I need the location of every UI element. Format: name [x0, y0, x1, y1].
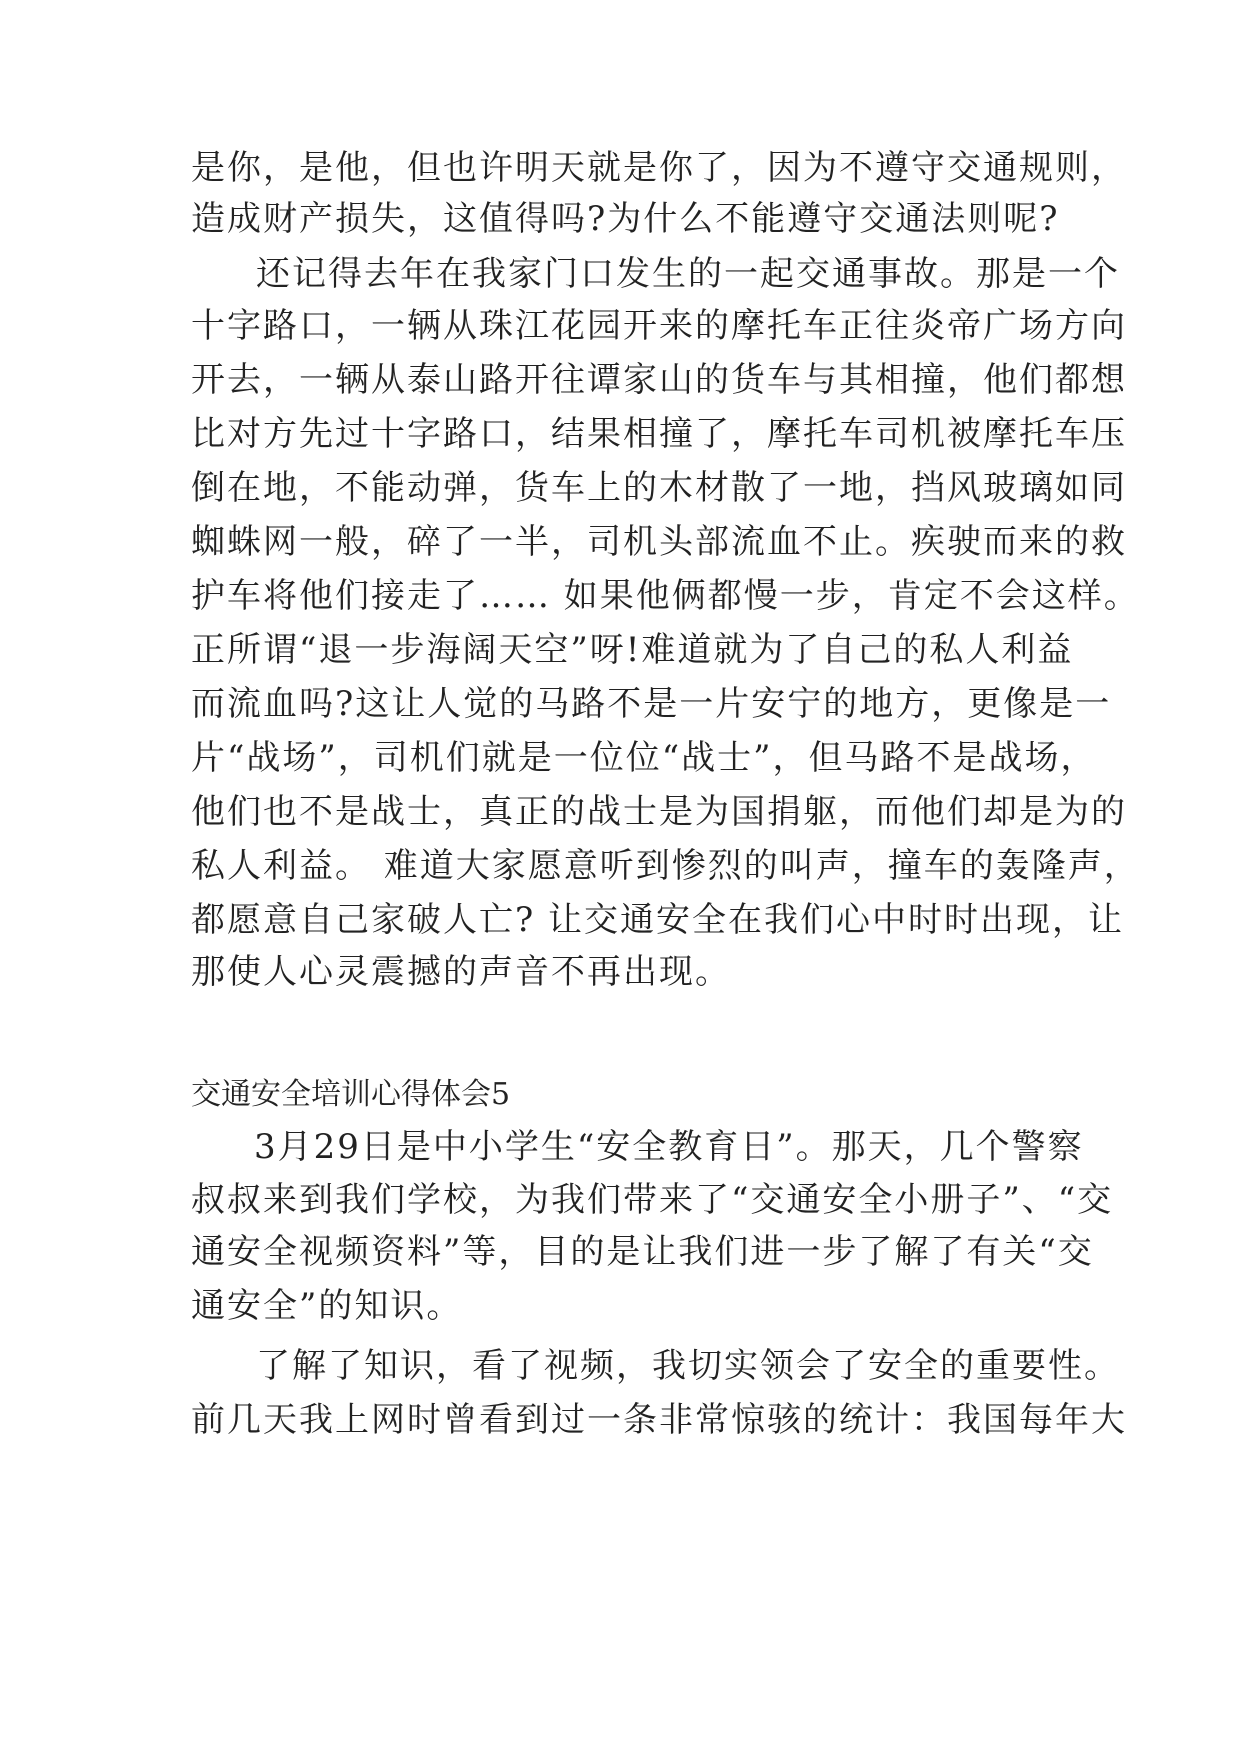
paragraph-line: 他们也不是战士，真正的战士是为国捐躯，而他们却是为的: [191, 792, 1127, 832]
paragraph-line: 都愿意自己家破人亡? 让交通安全在我们心中时时出现，让: [191, 900, 1125, 940]
section-heading: 交通安全培训心得体会5: [191, 1077, 511, 1112]
paragraph-line: 片“战场”，司机们就是一位位“战士”，但马路不是战场，: [191, 738, 1097, 778]
paragraph-line: 前几天我上网时曾看到过一条非常惊骇的统计：我国每年大: [191, 1400, 1127, 1440]
paragraph-line: 是你，是他，但也许明天就是你了，因为不遵守交通规则，: [191, 148, 1127, 188]
paragraph-line: 了解了知识，看了视频，我切实领会了安全的重要性。: [256, 1346, 1120, 1386]
paragraph-line: 私人利益。 难道大家愿意听到惨烈的叫声，撞车的轰隆声，: [191, 846, 1140, 886]
paragraph-line: 而流血吗?这让人觉的马路不是一片安宁的地方，更像是一: [191, 684, 1112, 724]
paragraph-line: 通安全视频资料”等，目的是让我们进一步了解了有关“交: [191, 1232, 1094, 1272]
paragraph-line: 3月29日是中小学生“安全教育日”。那天，几个警察: [254, 1127, 1084, 1167]
paragraph-line: 蜘蛛网一般，碎了一半，司机头部流血不止。疾驶而来的救: [191, 522, 1127, 562]
paragraph-line: 通安全”的知识。: [191, 1286, 463, 1326]
paragraph-line: 开去，一辆从泰山路开往谭家山的货车与其相撞，他们都想: [191, 360, 1127, 400]
paragraph-line: 十字路口，一辆从珠江花园开来的摩托车正往炎帝广场方向: [191, 306, 1127, 346]
paragraph-line: 那使人心灵震撼的声音不再出现。: [191, 952, 731, 992]
paragraph-line: 倒在地，不能动弹，货车上的木材散了一地，挡风玻璃如同: [191, 468, 1127, 508]
paragraph-line: 造成财产损失，这值得吗?为什么不能遵守交通法则呢?: [191, 199, 1060, 239]
paragraph-line: 还记得去年在我家门口发生的一起交通事故。那是一个: [256, 254, 1120, 294]
paragraph-line: 护车将他们接走了…… 如果他俩都慢一步，肯定不会这样。: [191, 576, 1140, 616]
paragraph-line: 比对方先过十字路口，结果相撞了，摩托车司机被摩托车压: [191, 414, 1127, 454]
paragraph-line: 正所谓“退一步海阔天空”呀!难道就为了自己的私人利益: [191, 630, 1074, 670]
paragraph-line: 叔叔来到我们学校，为我们带来了“交通安全小册子”、“交: [191, 1180, 1114, 1220]
